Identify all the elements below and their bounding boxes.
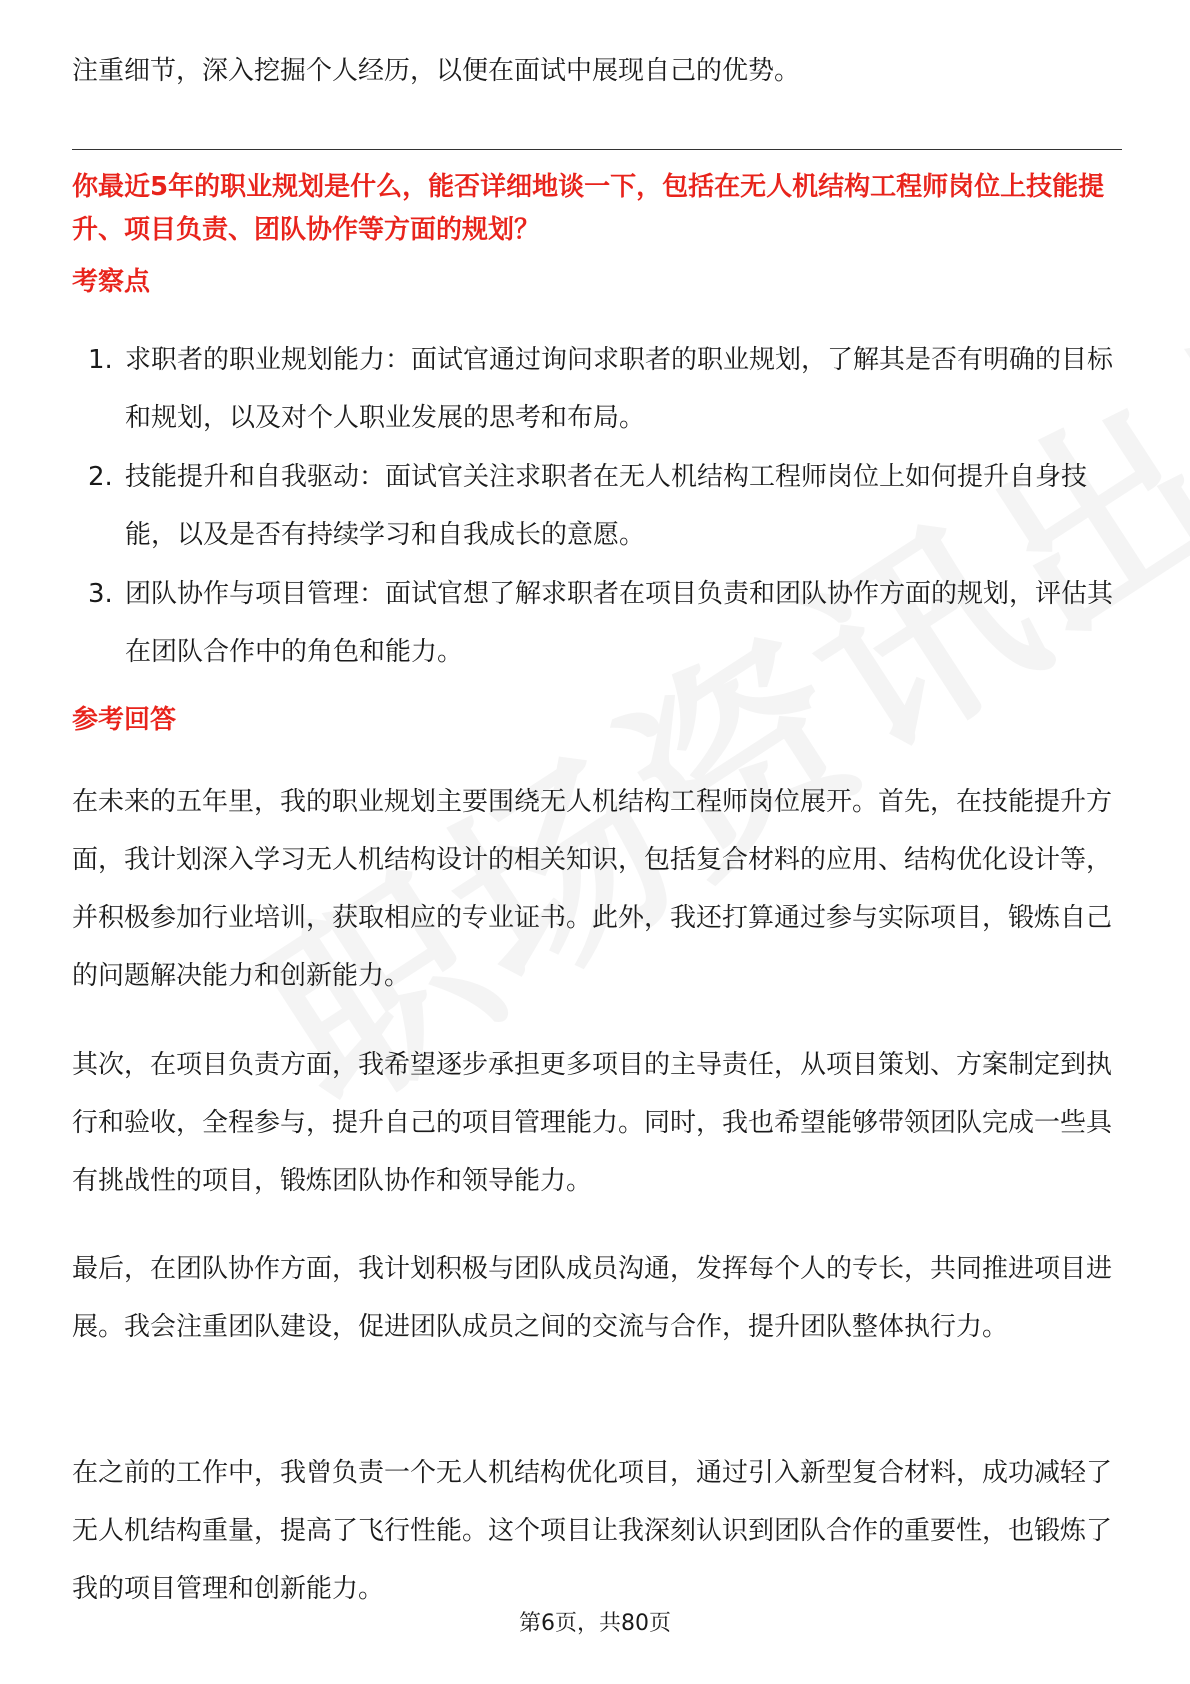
section-divider: [72, 149, 1122, 150]
key-points-list: [72, 331, 1122, 682]
list-item-text: 求职者的职业规划能力：面试官通过询问求职者的职业规划，了解其是否有明确的目标和规划，以及对个人职业发展的思考和布局。: [125, 345, 1114, 433]
list-item-number: 3.: [88, 579, 113, 609]
list-item: [72, 448, 1122, 564]
intro-paragraph: 注重细节，深入挖掘个人经历，以便在面试中展现自己的优势。: [72, 56, 801, 86]
answer-heading: 参考回答: [72, 705, 177, 735]
answer-paragraph: 其次，在项目负责方面，我希望逐步承担更多项目的主导责任，从项目策划、方案制定到执行和验收，全程参与，提升自己的项目管理能力。同时，我也希望能够带领团队完成一些具有挑战性的项目，锻炼团队协作和领导能力。: [72, 1050, 1113, 1196]
list-item: [72, 331, 1122, 447]
answer-paragraph: 在之前的工作中，我曾负责一个无人机结构优化项目，通过引入新型复合材料，成功减轻了无人机结构重量，提高了飞行性能。这个项目让我深刻认识到团队合作的重要性，也锻炼了我的项目管理和创新能力。: [72, 1458, 1113, 1604]
list-item-text: 技能提升和自我驱动：面试官关注求职者在无人机结构工程师岗位上如何提升自身技能，以及是否有持续学习和自我成长的意愿。: [125, 462, 1088, 550]
list-item-number: 2.: [88, 462, 113, 492]
page-number-footer: 第6页，共80页: [519, 1611, 671, 1636]
list-item-text: 团队协作与项目管理：面试官想了解求职者在项目负责和团队协作方面的规划，评估其在团队合作中的角色和能力。: [125, 579, 1114, 667]
answer-paragraph: 在未来的五年里，我的职业规划主要围绕无人机结构工程师岗位展开。首先，在技能提升方面，我计划深入学习无人机结构设计的相关知识，包括复合材料的应用、结构优化设计等，并积极参加行业培训，获取相应的专业证书。此外，我还打算通过参与实际项目，锻炼自己的问题解决能力和创新能力。: [72, 787, 1113, 991]
interview-question: 你最近5年的职业规划是什么，能否详细地谈一下，包括在无人机结构工程师岗位上技能提升、项目负责、团队协作等方面的规划？: [72, 172, 1105, 245]
answer-paragraph: 最后，在团队协作方面，我计划积极与团队成员沟通，发挥每个人的专长，共同推进项目进展。我会注重团队建设，促进团队成员之间的交流与合作，提升团队整体执行力。: [72, 1254, 1113, 1342]
list-item: [72, 565, 1122, 681]
key-points-heading: 考察点: [72, 267, 151, 297]
list-item-number: 1.: [88, 345, 113, 375]
